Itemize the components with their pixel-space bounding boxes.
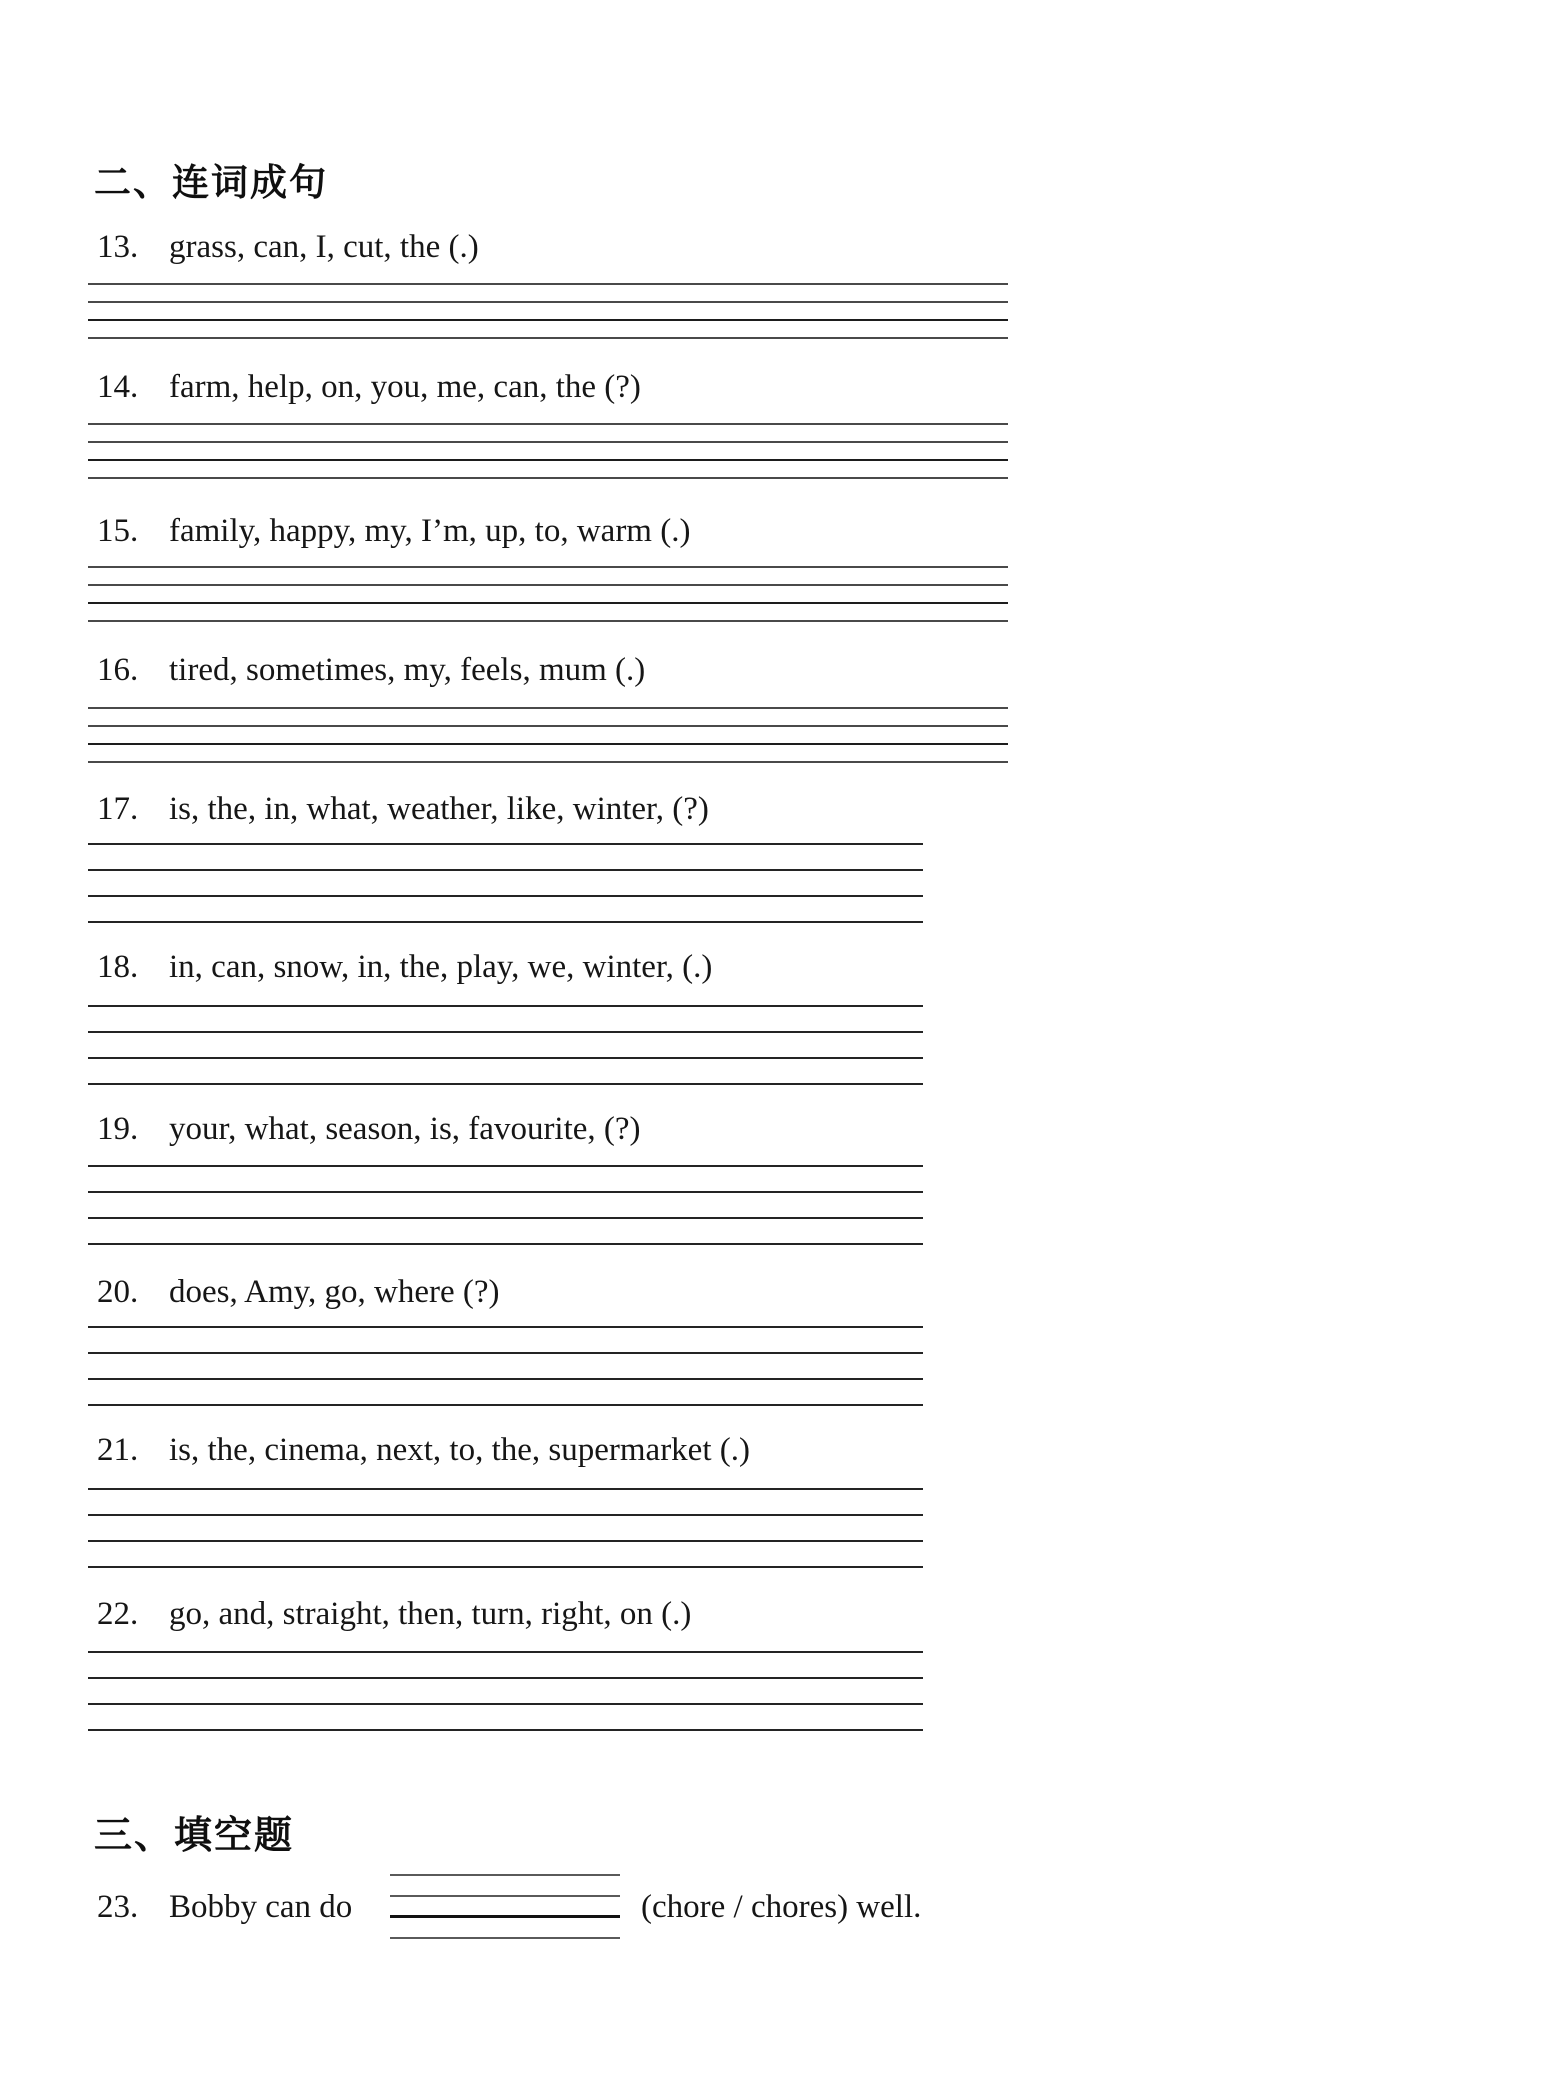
answer-line (88, 871, 923, 897)
question-17-text: is, the, in, what, weather, like, winter, (?) (169, 791, 709, 827)
question-13-text: grass, can, I, cut, the (.) (169, 229, 479, 265)
question-21-number: 21. (97, 1432, 139, 1468)
answer-line (88, 321, 1008, 339)
question-20-text: does, Amy, go, where (?) (169, 1274, 500, 1310)
question-22-text: go, and, straight, then, turn, right, on (.) (169, 1596, 692, 1632)
question-22-number: 22. (97, 1596, 139, 1632)
answer-line (88, 1167, 923, 1193)
answer-line (88, 267, 1008, 285)
answer-line (88, 1354, 923, 1380)
answer-line (88, 727, 1008, 745)
question-20-answer-lines (88, 1302, 923, 1406)
question-18-text: in, can, snow, in, the, play, we, winter, (.) (169, 949, 713, 985)
question-18-number: 18. (97, 949, 139, 985)
answer-line (88, 1328, 923, 1354)
answer-line (88, 1380, 923, 1406)
question-15-text: family, happy, my, I’m, up, to, warm (.) (169, 513, 691, 549)
blank-line (390, 1918, 620, 1939)
answer-line (88, 1679, 923, 1705)
answer-line (88, 285, 1008, 303)
answer-line (88, 709, 1008, 727)
question-23-text-before-blank: Bobby can do (169, 1889, 353, 1925)
answer-line (88, 550, 1008, 568)
question-17-number: 17. (97, 791, 139, 827)
answer-line (88, 1627, 923, 1653)
question-13 (97, 227, 479, 267)
question-15-answer-lines (88, 550, 1008, 622)
answer-line (88, 1542, 923, 1568)
answer-line (88, 568, 1008, 586)
answer-line (88, 745, 1008, 763)
question-19-text: your, what, season, is, favourite, (?) (169, 1111, 641, 1147)
answer-line (88, 303, 1008, 321)
answer-line (88, 443, 1008, 461)
answer-line (88, 1653, 923, 1679)
answer-line (88, 845, 923, 871)
question-21-answer-lines (88, 1464, 923, 1568)
question-14-answer-lines (88, 407, 1008, 479)
question-16-answer-lines (88, 691, 1008, 763)
answer-line (88, 1516, 923, 1542)
answer-line (88, 407, 1008, 425)
question-16-number: 16. (97, 652, 139, 688)
question-15-number: 15. (97, 513, 139, 549)
answer-line (88, 981, 923, 1007)
question-22-answer-lines (88, 1627, 923, 1731)
question-16-text: tired, sometimes, my, feels, mum (.) (169, 652, 646, 688)
answer-line (88, 1490, 923, 1516)
answer-line (88, 691, 1008, 709)
answer-line (88, 604, 1008, 622)
question-16 (97, 650, 645, 690)
question-15 (97, 511, 690, 551)
answer-line (88, 1033, 923, 1059)
answer-line (88, 1464, 923, 1490)
answer-line (88, 1059, 923, 1085)
blank-line (390, 1876, 620, 1897)
blank-line (390, 1897, 620, 1918)
answer-line (88, 819, 923, 845)
answer-line (88, 1302, 923, 1328)
answer-line (88, 461, 1008, 479)
question-23-number: 23. (97, 1889, 139, 1925)
question-23 (97, 1887, 352, 1927)
question-21-text: is, the, cinema, next, to, the, supermarket (.) (169, 1432, 750, 1468)
question-18-answer-lines (88, 981, 923, 1085)
question-14-number: 14. (97, 369, 139, 405)
question-19-number: 19. (97, 1111, 139, 1147)
question-19-answer-lines (88, 1141, 923, 1245)
question-17-answer-lines (88, 819, 923, 923)
question-14 (97, 367, 641, 407)
answer-line (88, 586, 1008, 604)
answer-line (88, 425, 1008, 443)
question-20-number: 20. (97, 1274, 139, 1310)
answer-line (88, 1705, 923, 1731)
answer-line (88, 1141, 923, 1167)
question-14-text: farm, help, on, you, me, can, the (?) (169, 369, 641, 405)
section-2-title: 二、连词成句 (94, 162, 328, 203)
answer-line (88, 1193, 923, 1219)
section-3-title: 三、填空题 (94, 1815, 295, 1857)
answer-line (88, 897, 923, 923)
answer-line (88, 1219, 923, 1245)
answer-line (88, 1007, 923, 1033)
question-23-blank (390, 1855, 620, 1939)
question-13-answer-lines (88, 267, 1008, 339)
blank-line (390, 1855, 620, 1876)
question-23-text-after-blank: (chore / chores) well. (641, 1889, 922, 1925)
question-13-number: 13. (97, 229, 139, 265)
